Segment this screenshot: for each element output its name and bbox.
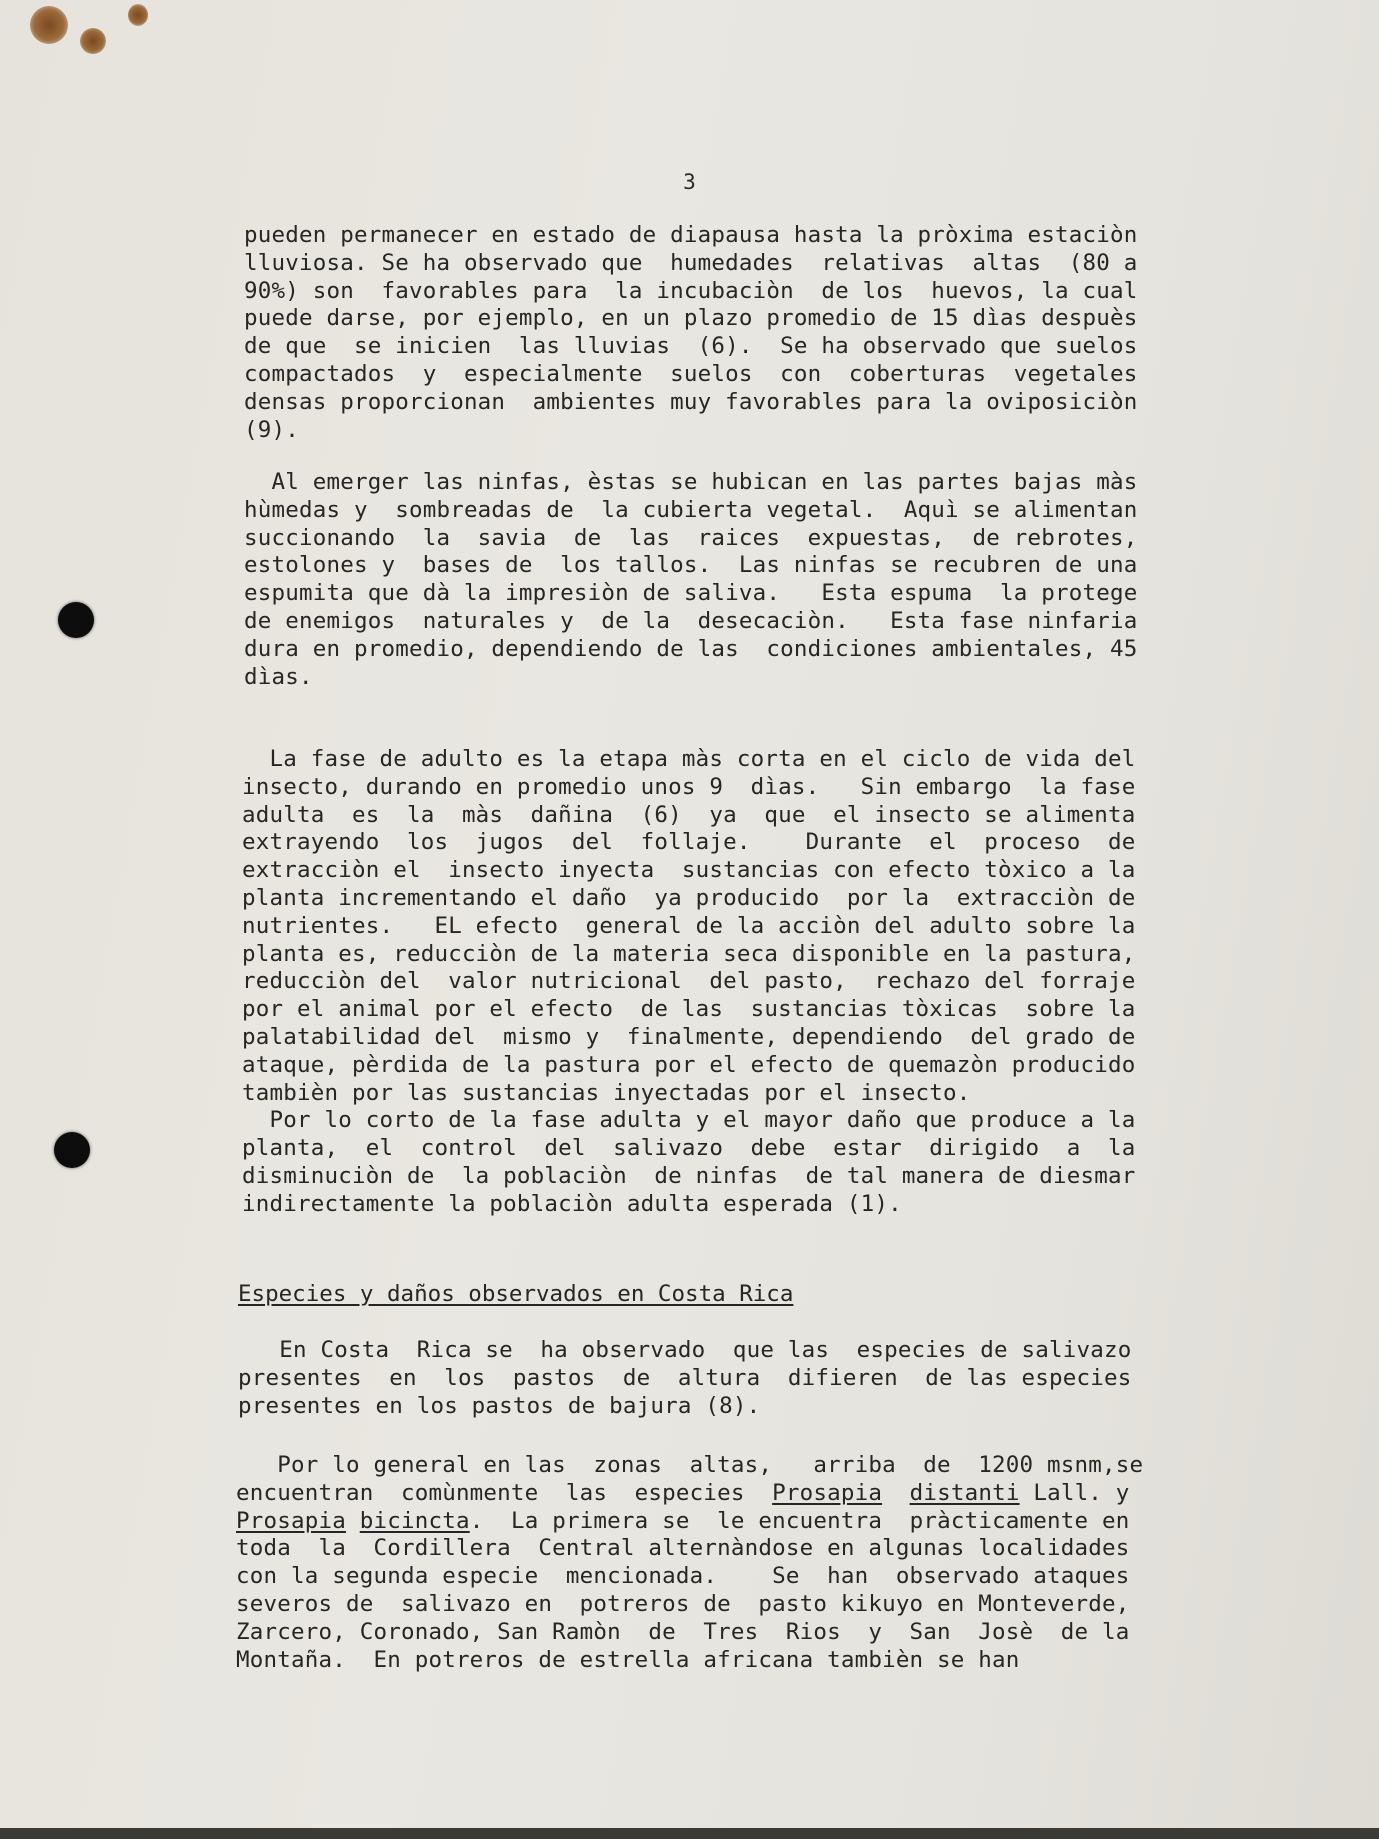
text-line: planta es, reducciòn de la materia seca disponible en la pastura, — [242, 940, 1136, 967]
text-line: indirectamente la poblaciòn adulta esperada (1). — [242, 1190, 902, 1217]
species-genus: Prosapia — [772, 1479, 883, 1506]
text-line: presentes en los pastos de bajura (8). — [238, 1392, 761, 1419]
text-line: tambièn por las sustancias inyectadas por el insecto. — [242, 1079, 971, 1106]
text-line: disminuciòn de la poblaciòn de ninfas de tal manera de diesmar — [242, 1162, 1136, 1189]
paragraph-zonas-altas — [236, 1452, 1143, 1674]
text-line: de enemigos naturales y de la desecaciòn. Esta fase ninfaria — [244, 607, 1138, 634]
text-line: estolones y bases de los tallos. Las ninfas se recubren de una — [244, 552, 1138, 579]
text-line: extracciòn el insecto inyecta sustancias con efecto tòxico a la — [242, 857, 1136, 884]
text-fragment: . La primera se le encuentra pràcticamente en — [469, 1507, 1130, 1534]
text-line: de que se inicien las lluvias (6). Se ha observado que suelos — [244, 333, 1138, 360]
text-line — [236, 1508, 1143, 1536]
text-line: compactados y especialmente suelos con coberturas vegetales — [244, 360, 1138, 387]
binder-hole-top — [58, 602, 94, 638]
text-line: por el animal por el efecto de las sustancias tòxicas sobre la — [242, 996, 1136, 1023]
species-epithet: distanti — [909, 1479, 1020, 1506]
ink-stain-1 — [30, 6, 68, 44]
text-line: puede darse, por ejemplo, en un plazo promedio de 15 dìas despuès — [244, 305, 1138, 332]
text-fragment: encuentran comùnmente las especies — [236, 1479, 773, 1506]
text-line: Montaña. En potreros de estrella africana tambièn se han — [236, 1646, 1020, 1673]
text-line: severos de salivazo en potreros de pasto kikuyo en Monteverde, — [236, 1590, 1130, 1617]
text-line: insecto, durando en promedio unos 9 dìas. Sin embargo la fase — [242, 773, 1136, 800]
text-line: dìas. — [244, 663, 313, 690]
text-line: lluviosa. Se ha observado que humedades relativas altas (80 a — [244, 249, 1138, 276]
text-line: En Costa Rica se ha observado que las especies de salivazo — [238, 1337, 1132, 1363]
text-line: toda la Cordillera Central alternàndose en algunas localidades — [236, 1535, 1130, 1562]
text-fragment: Lall. y — [1019, 1479, 1130, 1506]
text-line: reducciòn del valor nutricional del pasto, rechazo del forraje — [242, 968, 1136, 995]
text-line: Por lo general en las zonas altas, arriba de 1200 msnm,se — [236, 1452, 1144, 1478]
paragraph-adulto — [242, 746, 1136, 1219]
text-line — [236, 1480, 1143, 1508]
species-genus: Prosapia — [236, 1507, 346, 1534]
text-line: ataque, pèrdida de la pastura por el efecto de quemazòn producido — [242, 1051, 1136, 1078]
text-line: succionando la savia de las raices expuestas, de rebrotes, — [244, 524, 1138, 551]
text-line: con la segunda especie mencionada. Se han observado ataques — [236, 1563, 1130, 1590]
ink-stain-3 — [128, 4, 148, 26]
species-epithet: bicincta — [359, 1507, 470, 1534]
text-line: palatabilidad del mismo y finalmente, dependiendo del grado de — [242, 1023, 1136, 1050]
text-line: extrayendo los jugos del follaje. Durante el proceso de — [242, 829, 1136, 856]
text-fragment — [882, 1480, 910, 1506]
text-line: La fase de adulto es la etapa màs corta en el ciclo de vida del — [242, 746, 1136, 772]
text-line: espumita que dà la impresiòn de saliva. Esta espuma la protege — [244, 580, 1138, 607]
section-heading: Especies y daños observados en Costa Rica — [238, 1281, 794, 1307]
text-line: (9). — [244, 416, 299, 443]
text-line: dura en promedio, dependiendo de las condiciones ambientales, 45 — [244, 635, 1138, 662]
text-line: Por lo corto de la fase adulta y el mayor daño que produce a la — [242, 1107, 1136, 1134]
page-number: 3 — [683, 170, 696, 194]
paragraph-especies — [238, 1337, 1132, 1420]
paragraph-diapausa — [244, 222, 1138, 444]
text-line: nutrientes. EL efecto general de la acciòn del adulto sobre la — [242, 912, 1136, 939]
text-line: adulta es la màs dañina (6) ya que el insecto se alimenta — [242, 801, 1136, 828]
text-line: planta, el control del salivazo debe estar dirigido a la — [242, 1135, 1136, 1162]
paragraph-ninfas — [244, 469, 1138, 691]
text-line: hùmedas y sombreadas de la cubierta vegetal. Aquì se alimentan — [244, 496, 1138, 523]
text-line: Al emerger las ninfas, èstas se hubican en las partes bajas màs — [244, 469, 1138, 495]
binder-hole-bottom — [54, 1132, 90, 1168]
text-line: planta incrementando el daño ya producido por la extracciòn de — [242, 884, 1136, 911]
text-line: 90%) son favorables para la incubaciòn de los huevos, la cual — [244, 277, 1138, 304]
text-line: densas proporcionan ambientes muy favorables para la oviposiciòn — [244, 388, 1138, 415]
text-line: presentes en los pastos de altura difieren de las especies — [238, 1364, 1132, 1391]
ink-stain-2 — [80, 28, 106, 54]
text-line: Zarcero, Coronado, San Ramòn de Tres Rios y San Josè de la — [236, 1618, 1130, 1645]
text-line: pueden permanecer en estado de diapausa hasta la pròxima estaciòn — [244, 222, 1138, 248]
